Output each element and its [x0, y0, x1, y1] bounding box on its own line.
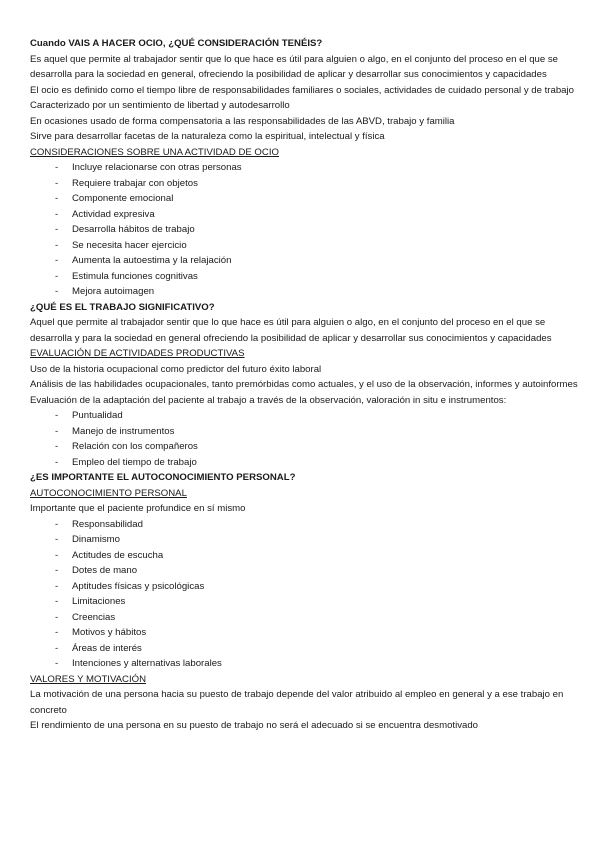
- paragraph: Evaluación de la adaptación del paciente al trabajo a través de la observación, valoración in situ e instrumentos:: [30, 394, 507, 406]
- list-item: - Intenciones y alternativas laborales: [30, 656, 578, 672]
- section-title-ocio: Cuando VAIS A HACER OCIO, ¿QUÉ CONSIDERACIÓN TENÉIS?: [30, 38, 323, 49]
- list-item: - Áreas de interés: [30, 641, 578, 657]
- list-item: - Componente emocional: [30, 191, 578, 207]
- subheading-consideraciones: CONSIDERACIONES SOBRE UNA ACTIVIDAD DE OCIO: [30, 146, 279, 158]
- list-item: - Relación con los compañeros: [30, 439, 578, 455]
- list-item: - Creencias: [30, 610, 578, 626]
- paragraph: Es aquel que permite al trabajador sentir que lo que hace es útil para alguien o algo, en el conjunto del proceso en el que se desarrolla para la sociedad en general, ofreciendo la posibilidad de aplicar y desarrollar sus conocimientos y capacidades: [30, 53, 559, 80]
- list-item: - Incluye relacionarse con otras personas: [30, 160, 578, 176]
- subheading-evaluacion: EVALUACIÓN DE ACTIVIDADES PRODUCTIVAS: [30, 348, 245, 359]
- list-item: - Manejo de instrumentos: [30, 424, 578, 440]
- paragraph: La motivación de una persona hacia su puesto de trabajo depende del valor atribuido al empleo en general y a ese trabajo en concreto: [30, 689, 564, 716]
- subheading-autoconocimiento: AUTOCONOCIMIENTO PERSONAL: [30, 487, 187, 499]
- list-item: - Responsabilidad: [30, 517, 578, 533]
- list-item: - Limitaciones: [30, 594, 578, 610]
- list-item: - Empleo del tiempo de trabajo: [30, 455, 578, 471]
- section-title-autoconocimiento: ¿ES IMPORTANTE EL AUTOCONOCIMIENTO PERSONAL?: [30, 472, 296, 483]
- document-page: [30, 36, 578, 734]
- paragraph: En ocasiones usado de forma compensatoria a las responsabilidades de las ABVD, trabajo y familia: [30, 115, 455, 127]
- list-item: - Estimula funciones cognitivas: [30, 269, 578, 285]
- list-item: - Desarrolla hábitos de trabajo: [30, 222, 578, 238]
- list-item: - Puntualidad: [30, 408, 578, 424]
- autoconocimiento-list: [30, 517, 578, 672]
- list-item: - Actividad expresiva: [30, 207, 578, 223]
- list-item: - Aptitudes físicas y psicológicas: [30, 579, 578, 595]
- list-item: - Motivos y hábitos: [30, 625, 578, 641]
- section-title-trabajo: ¿QUÉ ES EL TRABAJO SIGNIFICATIVO?: [30, 301, 215, 313]
- list-item: - Actitudes de escucha: [30, 548, 578, 564]
- paragraph: Caracterizado por un sentimiento de libertad y autodesarrollo: [30, 100, 290, 111]
- paragraph: El rendimiento de una persona en su puesto de trabajo no será el adecuado si se encuentra desmotivado: [30, 720, 479, 731]
- list-item: - Dotes de mano: [30, 563, 578, 579]
- list-item: - Se necesita hacer ejercicio: [30, 238, 578, 254]
- evaluacion-list: [30, 408, 578, 470]
- paragraph: Aquel que permite al trabajador sentir que lo que hace es útil para alguien o algo, en el conjunto del proceso en el que se desarrolla y para la sociedad en general ofreciendo la posibilidad de aplicar y desarrollar sus conocimientos y capacidades: [30, 317, 552, 344]
- paragraph: El ocio es definido como el tiempo libre de responsabilidades familiares o sociales, actividades de cuidado personal y de trabajo: [30, 84, 574, 96]
- list-item: - Dinamismo: [30, 532, 578, 548]
- subheading-valores: VALORES Y MOTIVACIÓN: [30, 673, 147, 685]
- paragraph: Análisis de las habilidades ocupacionales, tanto premórbidas como actuales, y el uso de la observación, informes y autoinformes: [30, 379, 578, 390]
- paragraph: Uso de la historia ocupacional como predictor del futuro éxito laboral: [30, 363, 322, 375]
- list-item: - Aumenta la autoestima y la relajación: [30, 253, 578, 269]
- paragraph: Sirve para desarrollar facetas de la naturaleza como la espiritual, intelectual y física: [30, 131, 385, 142]
- consideraciones-list: [30, 160, 578, 300]
- paragraph: Importante que el paciente profundice en sí mismo: [30, 503, 246, 514]
- list-item: - Requiere trabajar con objetos: [30, 176, 578, 192]
- list-item: - Mejora autoimagen: [30, 284, 578, 300]
